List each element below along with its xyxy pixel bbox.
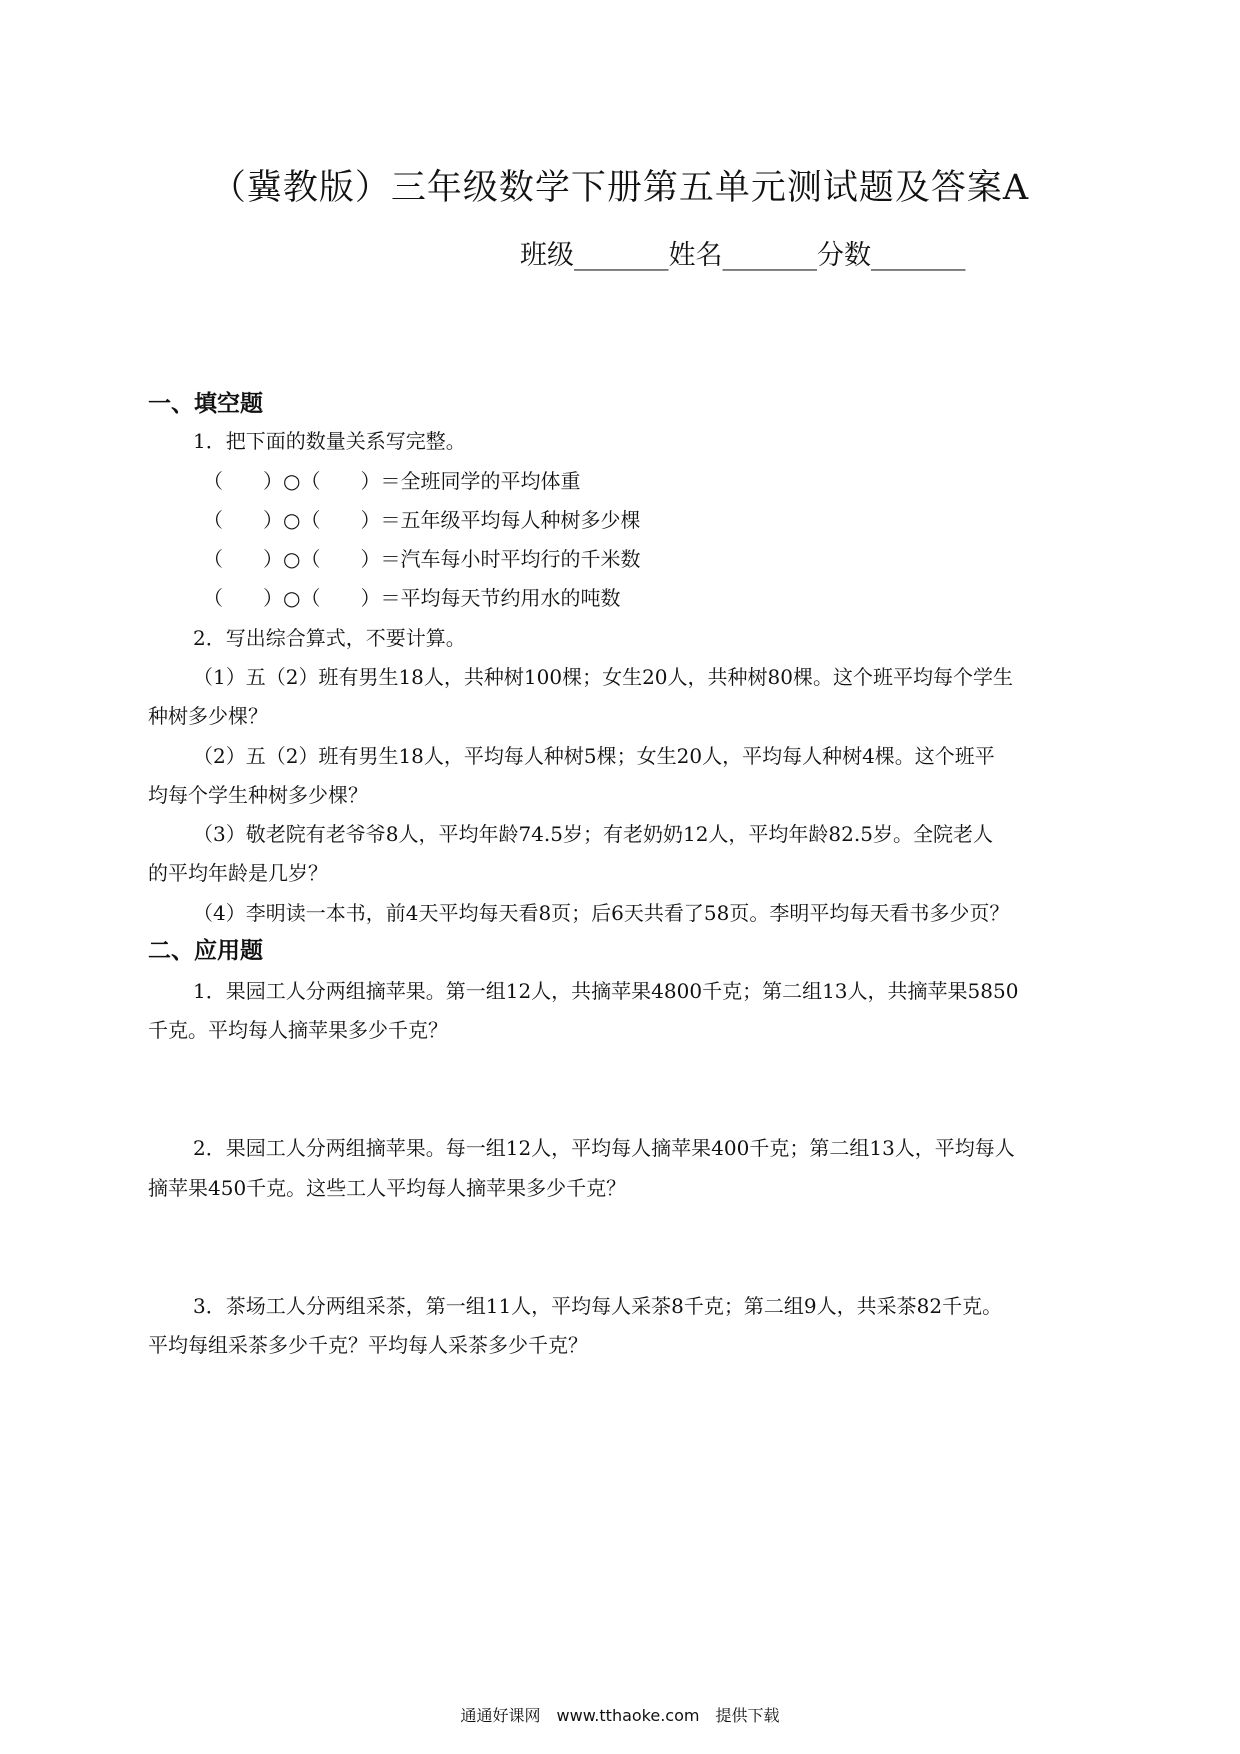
section-heading-fill-in: 一、填空题 [148,391,263,417]
application-problem-line: 2．果园工人分两组摘苹果。每一组12人，平均每人摘苹果400千克；第二组13人，平均每人 [193,1136,1015,1160]
application-problem-line: 千克。平均每人摘苹果多少千克？ [148,1018,448,1042]
application-problem-line: 1．果园工人分两组摘苹果。第一组12人，共摘苹果4800千克；第二组13人，共摘苹果5850 [193,979,1019,1003]
q1-row: （ ）○（ ）＝平均每天节约用水的吨数 [203,586,621,610]
application-problem-line: 摘苹果450千克。这些工人平均每人摘苹果多少千克？ [148,1176,627,1200]
application-problem-line: 平均每组采茶多少千克？平均每人采茶多少千克？ [148,1333,588,1357]
q2-item-line: （3）敬老院有老爷爷8人，平均年龄74.5岁；有老奶奶12人，平均年龄82.5岁。全院老人 [193,822,993,846]
q2-item-line: （1）五（2）班有男生18人，共种树100棵；女生20人，共种树80棵。这个班平均每个学生 [193,665,1013,689]
q2-item-line: 种树多少棵？ [148,704,268,728]
q2-item-line: 的平均年龄是几岁？ [148,861,328,885]
q1-row: （ ）○（ ）＝五年级平均每人种树多少棵 [203,508,641,532]
q2-item-line: （2）五（2）班有男生18人，平均每人种树5棵；女生20人，平均每人种树4棵。这个班平 [193,744,995,768]
student-info-line: 班级_______姓名_______分数_______ [520,240,966,271]
q1-row: （ ）○（ ）＝汽车每小时平均行的千米数 [203,547,641,571]
page-title: （冀教版）三年级数学下册第五单元测试题及答案A [210,168,1030,208]
q2-item-line: （4）李明读一本书，前4天平均每天看8页；后6天共看了58页。李明平均每天看书多少页？ [193,901,1010,925]
q1-intro: 1．把下面的数量关系写完整。 [193,429,466,453]
q1-row: （ ）○（ ）＝全班同学的平均体重 [203,469,581,493]
application-problem-line: 3．茶场工人分两组采茶，第一组11人，平均每人采茶8千克；第二组9人，共采茶82千克。 [193,1294,1003,1318]
section-heading-application: 二、应用题 [148,938,263,964]
footer-credit: 通通好课网 www.tthaoke.com 提供下载 [460,1706,780,1725]
q2-intro: 2．写出综合算式，不要计算。 [193,626,466,650]
q2-item-line: 均每个学生种树多少棵？ [148,783,368,807]
